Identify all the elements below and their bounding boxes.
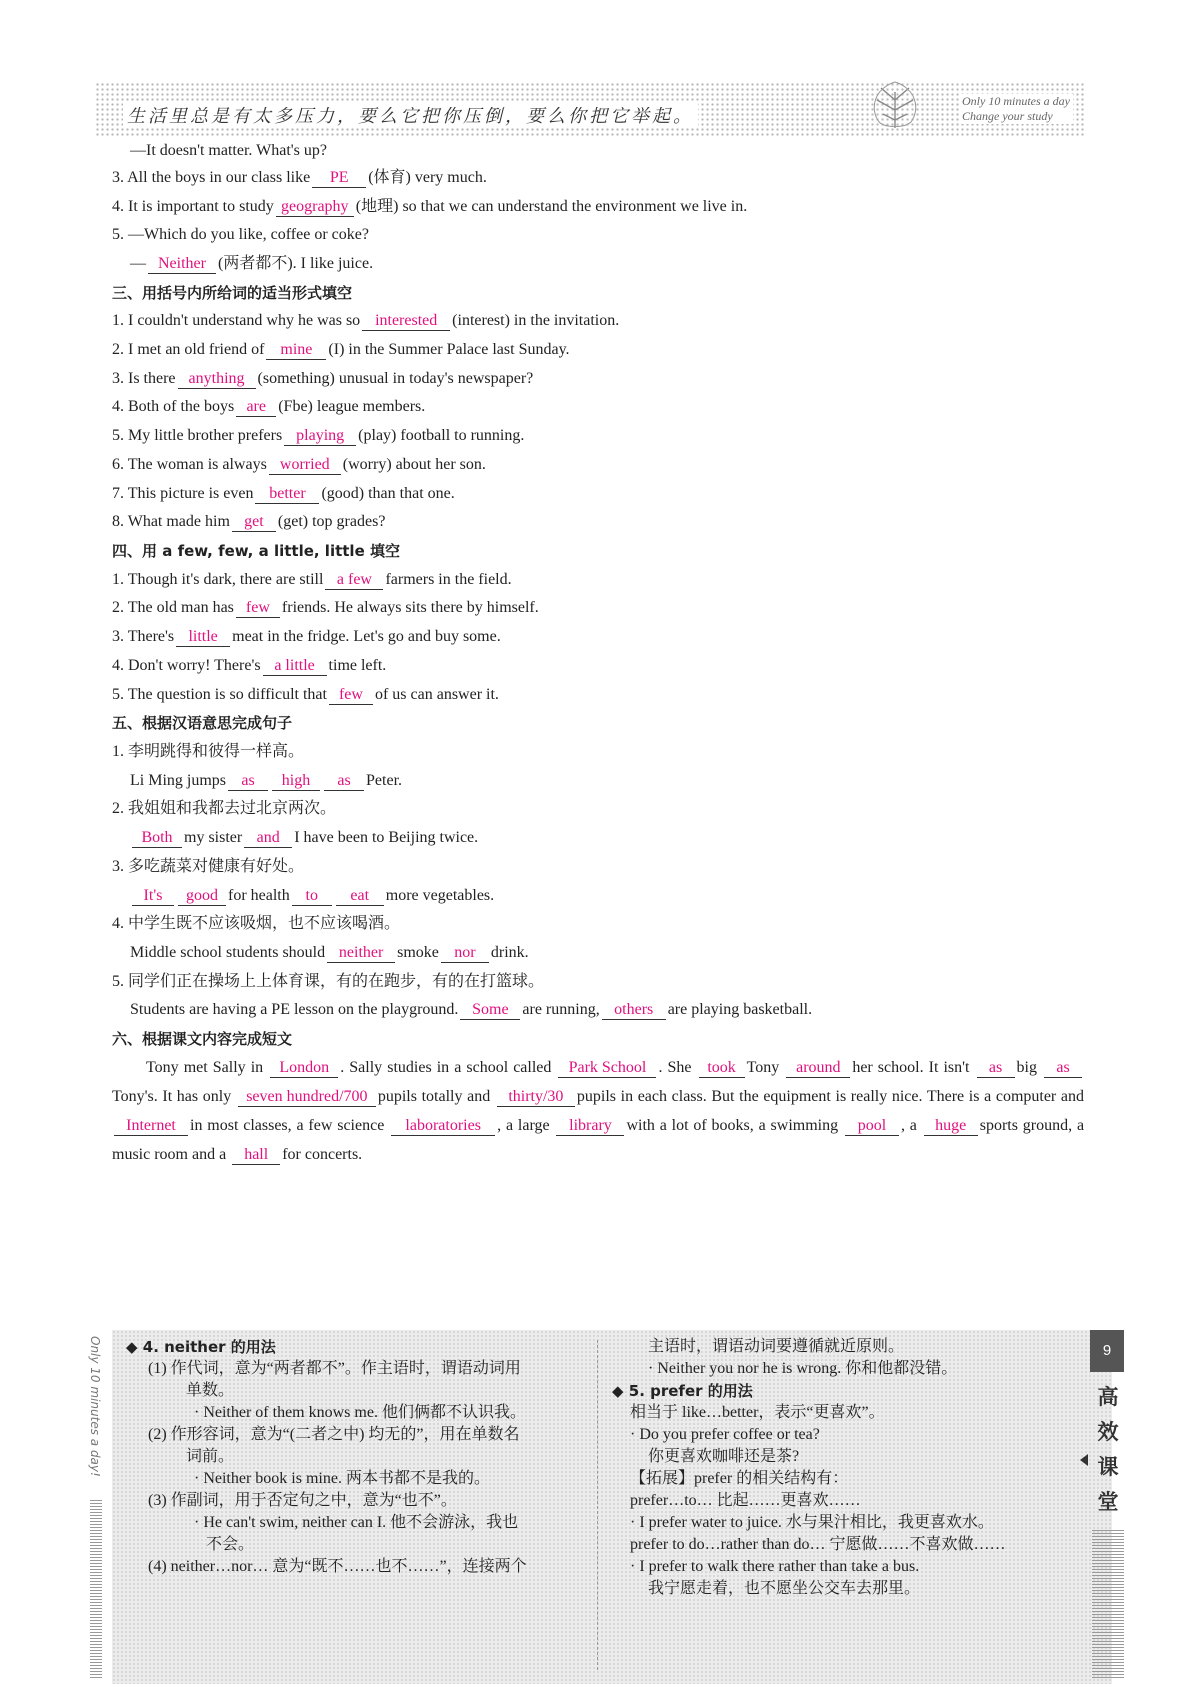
- answer-blank: Park School: [558, 1059, 656, 1078]
- answer-blank: eat: [336, 887, 384, 906]
- answer-blank: to: [292, 887, 332, 906]
- text: , a large: [497, 1117, 550, 1134]
- text: (两者都不). I like juice.: [218, 255, 374, 272]
- section-5-item-1-chinese: 1. 李明跳得和彼得一样高。: [112, 743, 305, 760]
- answer-blank: Both: [132, 829, 182, 848]
- note-5-1: 相当于 like…better，表示“更喜欢”。: [630, 1404, 885, 1421]
- note-5-title: ◆ 5. prefer 的用法: [612, 1382, 753, 1400]
- text: 5. The question is so difficult that: [112, 686, 327, 703]
- text: Li Ming jumps: [130, 772, 227, 789]
- left-sidebar: [88, 1330, 106, 1684]
- text: are running,: [522, 1001, 600, 1018]
- text: Students are having a PE lesson on the playground.: [130, 1001, 459, 1018]
- answer-blank: a few: [325, 571, 383, 590]
- section-5-item-5: [130, 999, 812, 1021]
- vocab-item-5: 5. —Which do you like, coffee or coke?: [112, 226, 369, 243]
- text: . Sally studies in a school called: [340, 1059, 552, 1076]
- section-5-item-3: [130, 885, 494, 907]
- text: (play) football to running.: [358, 427, 525, 444]
- note-4-3-example-cont: 不会。: [206, 1536, 255, 1553]
- section-4-item-3: [112, 626, 501, 648]
- text: 4. Both of the boys: [112, 398, 235, 415]
- answer-blank: few: [329, 686, 373, 705]
- header-slogan: [959, 94, 1073, 124]
- answer-blank: as: [977, 1059, 1015, 1078]
- text: 8. What made him: [112, 513, 230, 530]
- text: of us can answer it.: [374, 686, 499, 703]
- text: 7. This picture is even: [112, 485, 254, 502]
- note-4-2-cont: 词前。: [186, 1448, 235, 1465]
- leaf-icon: [855, 78, 935, 132]
- section-5-item-2-chinese: 2. 我姐姐和我都去过北京两次。: [112, 800, 337, 817]
- answer-blank: a little: [263, 657, 327, 676]
- section-3-item-4: [112, 396, 425, 418]
- text: pupils totally and: [377, 1088, 491, 1105]
- answer-blank: laboratories: [391, 1117, 495, 1136]
- tab-title: 高效课堂: [1097, 1385, 1119, 1514]
- text: sports ground, a music room and a: [112, 1117, 1085, 1163]
- dialogue-reply: —It doesn't matter. What's up?: [130, 142, 327, 159]
- answer-blank: neither: [327, 944, 395, 963]
- note-4-1: (1) 作代词，意为“两者都不”。作主语时，谓语动词用: [148, 1360, 521, 1377]
- text: (Fbe) league members.: [278, 398, 426, 415]
- triangle-left-icon: [1080, 1454, 1088, 1466]
- text: (worry) about her son.: [342, 456, 486, 473]
- grammar-notes-box: [112, 1330, 1112, 1684]
- vocab-item-5-reply: [130, 253, 373, 275]
- text: 3. There's: [112, 628, 175, 645]
- text: . She: [658, 1059, 692, 1076]
- text: farmers in the field.: [385, 571, 512, 588]
- answer-blank: playing: [284, 427, 356, 446]
- text: big: [1016, 1059, 1037, 1076]
- answer-blank: as: [1044, 1059, 1082, 1078]
- section-6-passage: [112, 1053, 1084, 1169]
- text: (I) in the Summer Palace last Sunday.: [328, 341, 570, 358]
- text: Tony: [746, 1059, 780, 1076]
- answer-blank: good: [178, 887, 226, 906]
- text: my sister: [184, 829, 243, 846]
- section-5-item-4: [130, 942, 529, 964]
- text: Tony met Sally in: [146, 1059, 264, 1076]
- answer-blank: anything: [178, 370, 256, 389]
- text: I have been to Beijing twice.: [294, 829, 479, 846]
- note-4-4-cont: 主语时，谓语动词要遵循就近原则。: [648, 1338, 905, 1355]
- note-4-1-example: · Neither of them knows me. 他们俩都不认识我。: [194, 1404, 526, 1421]
- section-5-item-3-chinese: 3. 多吃蔬菜对健康有好处。: [112, 858, 305, 875]
- section-3-item-1: [112, 310, 619, 332]
- page-number: 9: [1090, 1330, 1124, 1372]
- barcode-stripes: [90, 1500, 102, 1680]
- note-5-b-example: · I prefer to walk there rather than take a bus.: [630, 1558, 920, 1575]
- text: 2. I met an old friend of: [112, 341, 265, 358]
- note-5-extension: 【拓展】prefer 的相关结构有：: [630, 1470, 849, 1487]
- note-5-1-example-cn: 你更喜欢咖啡还是茶?: [648, 1448, 800, 1465]
- answer-blank: London: [270, 1059, 338, 1078]
- note-4-3: (3) 作副词，用于否定句之中，意为“也不”。: [148, 1492, 457, 1509]
- text: Tony's. It has only: [112, 1088, 232, 1105]
- text: (good) than that one.: [321, 485, 455, 502]
- note-4-4: (4) neither…nor… 意为“既不……也不……”，连接两个: [148, 1558, 527, 1575]
- text: for concerts.: [282, 1146, 363, 1163]
- text: 1. Though it's dark, there are still: [112, 571, 324, 588]
- answer-blank: get: [232, 513, 276, 532]
- text: her school. It isn't: [852, 1059, 970, 1076]
- note-4-1-cont: 单数。: [186, 1382, 235, 1399]
- answer-blank: others: [602, 1001, 666, 1020]
- section-6-heading: 六、根据课文内容完成短文: [112, 1030, 293, 1048]
- answer-blank: library: [556, 1117, 624, 1136]
- text: 2. The old man has: [112, 599, 234, 616]
- answer-blank: mine: [266, 341, 326, 360]
- section-3-item-8: [112, 511, 385, 533]
- text: in most classes, a few science: [190, 1117, 385, 1134]
- text: meat in the fridge. Let's go and buy some.: [232, 628, 501, 645]
- answer-blank: PE: [312, 169, 366, 188]
- note-4-title: ◆ 4. neither 的用法: [126, 1338, 276, 1356]
- answer-blank: around: [786, 1059, 850, 1078]
- answer-blank: worried: [269, 456, 341, 475]
- header-motto: 生活里总是有太多压力，要么它把你压倒，要么你把它举起。: [123, 102, 698, 128]
- section-5-item-2: [130, 827, 478, 849]
- answer-blank: Internet: [114, 1117, 188, 1136]
- section-4-heading: 四、用 a few, few, a little, little 填空: [112, 542, 400, 560]
- section-5-heading: 五、根据汉语意思完成句子: [112, 714, 293, 732]
- section-4-item-5: [112, 684, 499, 706]
- answer-blank: nor: [441, 944, 489, 963]
- note-5-b: prefer to do…rather than do… 宁愿做……不喜欢做……: [630, 1536, 1006, 1553]
- answer-blank: Neither: [148, 255, 216, 274]
- note-5-1-example: · Do you prefer coffee or tea?: [630, 1426, 820, 1443]
- notes-right-column: [612, 1336, 1092, 1600]
- note-5-a-example: · I prefer water to juice. 水与果汁相比，我更喜欢水。: [630, 1514, 994, 1531]
- answer-blank: better: [255, 485, 319, 504]
- section-4-item-1: [112, 569, 512, 591]
- header-slogan-line1: Only 10 minutes a day: [962, 94, 1070, 108]
- barcode-stripes: [1092, 1530, 1124, 1680]
- answer-blank: pool: [845, 1117, 899, 1136]
- notes-left-column: [126, 1336, 586, 1578]
- section-3-item-2: [112, 339, 570, 361]
- answer-blank: geography: [276, 198, 354, 217]
- text: Peter.: [366, 772, 403, 789]
- text: pupils in each class. But the equipment is really nice. There is a computer and: [576, 1088, 1084, 1105]
- answer-blank: little: [176, 628, 230, 647]
- answer-blank: and: [244, 829, 292, 848]
- answer-blank: took: [699, 1059, 745, 1078]
- text: (interest) in the invitation.: [452, 312, 620, 329]
- answer-blank: Some: [460, 1001, 520, 1020]
- text: 4. It is important to study: [112, 198, 274, 215]
- answer-blank: huge: [924, 1117, 978, 1136]
- column-divider: [597, 1340, 598, 1670]
- text: —: [130, 255, 146, 272]
- text: friends. He always sits there by himself.: [281, 599, 539, 616]
- section-3-item-5: [112, 425, 524, 447]
- note-5-a: prefer…to… 比起……更喜欢……: [630, 1492, 861, 1509]
- note-4-4-example: · Neither you nor he is wrong. 你和他都没错。: [648, 1360, 958, 1377]
- answer-blank: It's: [132, 887, 174, 906]
- text: 1. I couldn't understand why he was so: [112, 312, 361, 329]
- text: smoke: [397, 944, 439, 961]
- text: (体育) very much.: [368, 169, 487, 186]
- section-3-item-7: [112, 483, 455, 505]
- section-5-item-1: [130, 770, 402, 792]
- vocab-item-4: [112, 196, 747, 218]
- page-header: [95, 82, 1085, 138]
- text: 6. The woman is always: [112, 456, 267, 473]
- answer-blank: are: [236, 398, 276, 417]
- section-3-item-6: [112, 454, 486, 476]
- text: (地理) so that we can understand the environment we live in.: [355, 198, 748, 215]
- text: , a: [900, 1117, 917, 1134]
- vertical-slogan: Only 10 minutes a day!: [88, 1336, 102, 1477]
- section-5-item-4-chinese: 4. 中学生既不应该吸烟，也不应该喝酒。: [112, 915, 401, 932]
- chapter-tab: [1090, 1330, 1130, 1684]
- section-5-item-5-chinese: 5. 同学们正在操场上上体育课，有的在跑步，有的在打篮球。: [112, 973, 545, 990]
- note-4-2: (2) 作形容词，意为“(二者之中) 均无的”，用在单数名: [148, 1426, 520, 1443]
- text: are playing basketball.: [667, 1001, 813, 1018]
- note-5-b-example-cn: 我宁愿走着，也不愿坐公交车去那里。: [648, 1580, 921, 1597]
- text: 4. Don't worry! There's: [112, 657, 261, 674]
- answer-blank: as: [324, 772, 364, 791]
- note-4-2-example: · Neither book is mine. 两本书都不是我的。: [194, 1470, 490, 1487]
- answer-blank: few: [236, 599, 280, 618]
- text: (get) top grades?: [277, 513, 386, 530]
- answer-blank: thirty/30: [497, 1088, 575, 1107]
- header-slogan-line2: Change your study: [962, 109, 1053, 123]
- note-4-3-example: · He can't swim, neither can I. 他不会游泳，我也: [194, 1514, 519, 1531]
- text: 3. All the boys in our class like: [112, 169, 311, 186]
- section-4-item-4: [112, 655, 386, 677]
- answer-blank: interested: [362, 312, 450, 331]
- text: with a lot of books, a swimming: [626, 1117, 839, 1134]
- text: for health: [228, 887, 290, 904]
- text: 3. Is there: [112, 370, 176, 387]
- text: 5. My little brother prefers: [112, 427, 283, 444]
- answer-blank: as: [228, 772, 268, 791]
- section-3-item-3: [112, 368, 533, 390]
- text: drink.: [490, 944, 529, 961]
- text: (something) unusual in today's newspaper?: [257, 370, 534, 387]
- vocab-item-3: [112, 167, 487, 189]
- answer-blank: high: [272, 772, 320, 791]
- text: more vegetables.: [385, 887, 495, 904]
- answer-blank: hall: [232, 1146, 280, 1165]
- text: Middle school students should: [130, 944, 326, 961]
- text: time left.: [328, 657, 387, 674]
- section-3-heading: 三、用括号内所给词的适当形式填空: [112, 284, 353, 302]
- section-4-item-2: [112, 597, 539, 619]
- answer-blank: seven hundred/700: [238, 1088, 376, 1107]
